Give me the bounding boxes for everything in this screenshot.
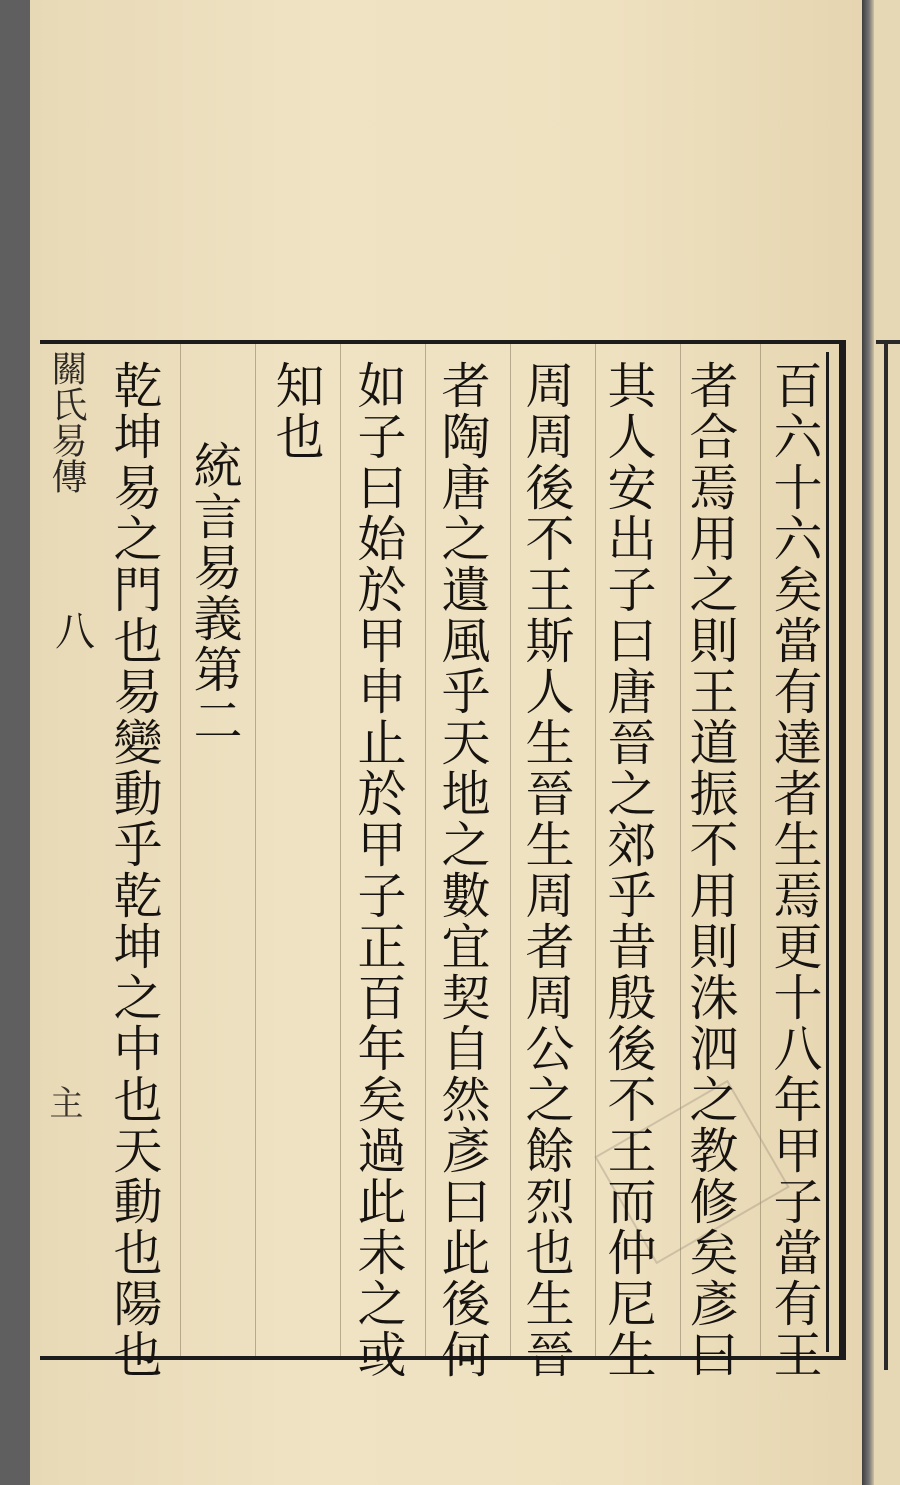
- text-column-1: 百六十六矣當有達者生焉更十八年甲子當有王: [766, 360, 823, 1380]
- page-gutter-shadow: [862, 0, 874, 1485]
- text-column-7: 知也: [268, 360, 325, 462]
- text-column-4: 周周後不王斯人生晉生周者周公之餘烈也生晉: [518, 360, 575, 1380]
- text-column-5: 者陶唐之遺風乎天地之數宜契自然彥曰此後何: [434, 360, 491, 1380]
- adjacent-page-edge: [874, 0, 900, 1485]
- adjacent-page-top-rule: [876, 340, 900, 344]
- section-heading: 統言易義第二: [186, 440, 243, 746]
- text-column-2: 者合焉用之則王道振不用則洙泗之教修矣彥曰: [682, 360, 739, 1380]
- adjacent-page-rule: [884, 340, 888, 1370]
- text-column-10: 乾坤易之門也易變動乎乾坤之中也天動也陽也: [106, 360, 163, 1380]
- volume-number: 八: [55, 609, 95, 655]
- volume-mark: [55, 590, 95, 670]
- text-column-6: 如子曰始於甲申止於甲子正百年矣過此未之或: [350, 360, 407, 1380]
- folio-number: 主: [43, 1085, 83, 1119]
- text-column-3: 其人安出子曰唐晉之郊乎昔殷後不王而仲尼生: [600, 360, 657, 1380]
- margin-book-title: 關氏易傳: [46, 350, 87, 494]
- column-rule: [255, 344, 256, 1356]
